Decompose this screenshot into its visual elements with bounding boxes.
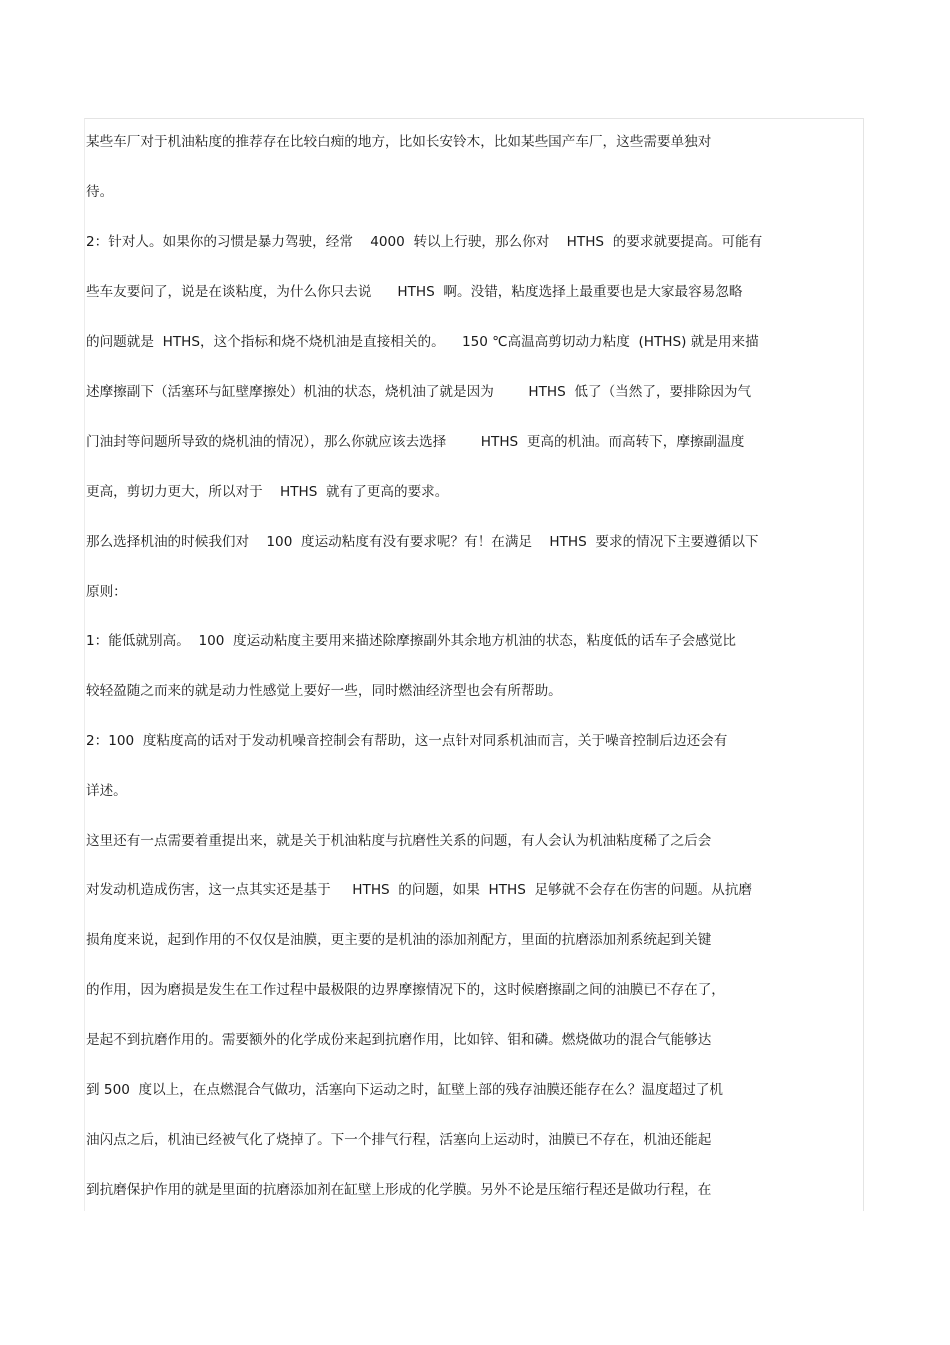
text-line: 2：100 度粘度高的话对于发动机噪音控制会有帮助，这一点针对同系机油而言，关于噪音控制后边还会有 (86, 733, 728, 749)
text-line: 述摩擦副下（活塞环与缸壁摩擦处）机油的状态，烧机油了就是因为 HTHS 低了（当然了，要排除因为气 (86, 384, 752, 400)
text-line: 损角度来说，起到作用的不仅仅是油膜，更主要的是机油的添加剂配方，里面的抗磨添加剂系统起到关键 (86, 932, 712, 948)
text-line: 详述。 (86, 783, 127, 799)
text-line: 更高，剪切力更大，所以对于 HTHS 就有了更高的要求。 (86, 484, 449, 500)
text-line: 这里还有一点需要着重提出来，就是关于机油粘度与抗磨性关系的问题，有人会认为机油粘度稀了之后会 (86, 833, 712, 849)
text-line: 那么选择机油的时候我们对 100 度运动粘度有没有要求呢？有！在满足 HTHS 要求的情况下主要遵循以下 (86, 534, 759, 550)
text-line: 某些车厂对于机油粘度的推荐存在比较白痴的地方，比如长安铃木，比如某些国产车厂，这些需要单独对 (86, 134, 712, 150)
text-line: 对发动机造成伤害，这一点其实还是基于 HTHS 的问题，如果 HTHS 足够就不会存在伤害的问题。从抗磨 (86, 882, 753, 898)
text-line: 2：针对人。如果你的习惯是暴力驾驶，经常 4000 转以上行驶，那么你对 HTHS 的要求就要提高。可能有 (86, 234, 763, 250)
text-line: 的作用，因为磨损是发生在工作过程中最极限的边界摩擦情况下的，这时候磨擦副之间的油膜已不存在了， (86, 982, 725, 998)
text-line: 待。 (86, 184, 114, 200)
text-line: 门油封等问题所导致的烧机油的情况），那么你就应该去选择 HTHS 更高的机油。而高转下，摩擦副温度 (86, 434, 745, 450)
text-line: 到 500 度以上，在点燃混合气做功，活塞向下运动之时，缸壁上部的残存油膜还能存在么？温度超过了机 (86, 1082, 724, 1098)
text-line: 油闪点之后，机油已经被气化了烧掉了。下一个排气行程，活塞向上运动时，油膜已不存在，机油还能起 (86, 1132, 712, 1148)
text-line: 1：能低就别高。 100 度运动粘度主要用来描述除摩擦副外其余地方机油的状态，粘度低的话车子会感觉比 (86, 633, 737, 649)
text-line: 原则： (86, 584, 127, 600)
text-line: 些车友要问了，说是在谈粘度，为什么你只去说 HTHS 啊。没错，粘度选择上最重要也是大家最容易忽略 (86, 284, 743, 300)
text-line: 到抗磨保护作用的就是里面的抗磨添加剂在缸壁上形成的化学膜。另外不论是压缩行程还是做功行程，在 (86, 1182, 712, 1198)
text-line: 是起不到抗磨作用的。需要额外的化学成份来起到抗磨作用，比如锌、钼和磷。燃烧做功的混合气能够达 (86, 1032, 712, 1048)
text-line: 的问题就是 HTHS，这个指标和烧不烧机油是直接相关的。 150 ℃高温高剪切动力粘度 (HTHS) 就是用来描 (86, 334, 759, 350)
text-line: 较轻盈随之而来的就是动力性感觉上要好一些，同时燃油经济型也会有所帮助。 (86, 683, 562, 699)
